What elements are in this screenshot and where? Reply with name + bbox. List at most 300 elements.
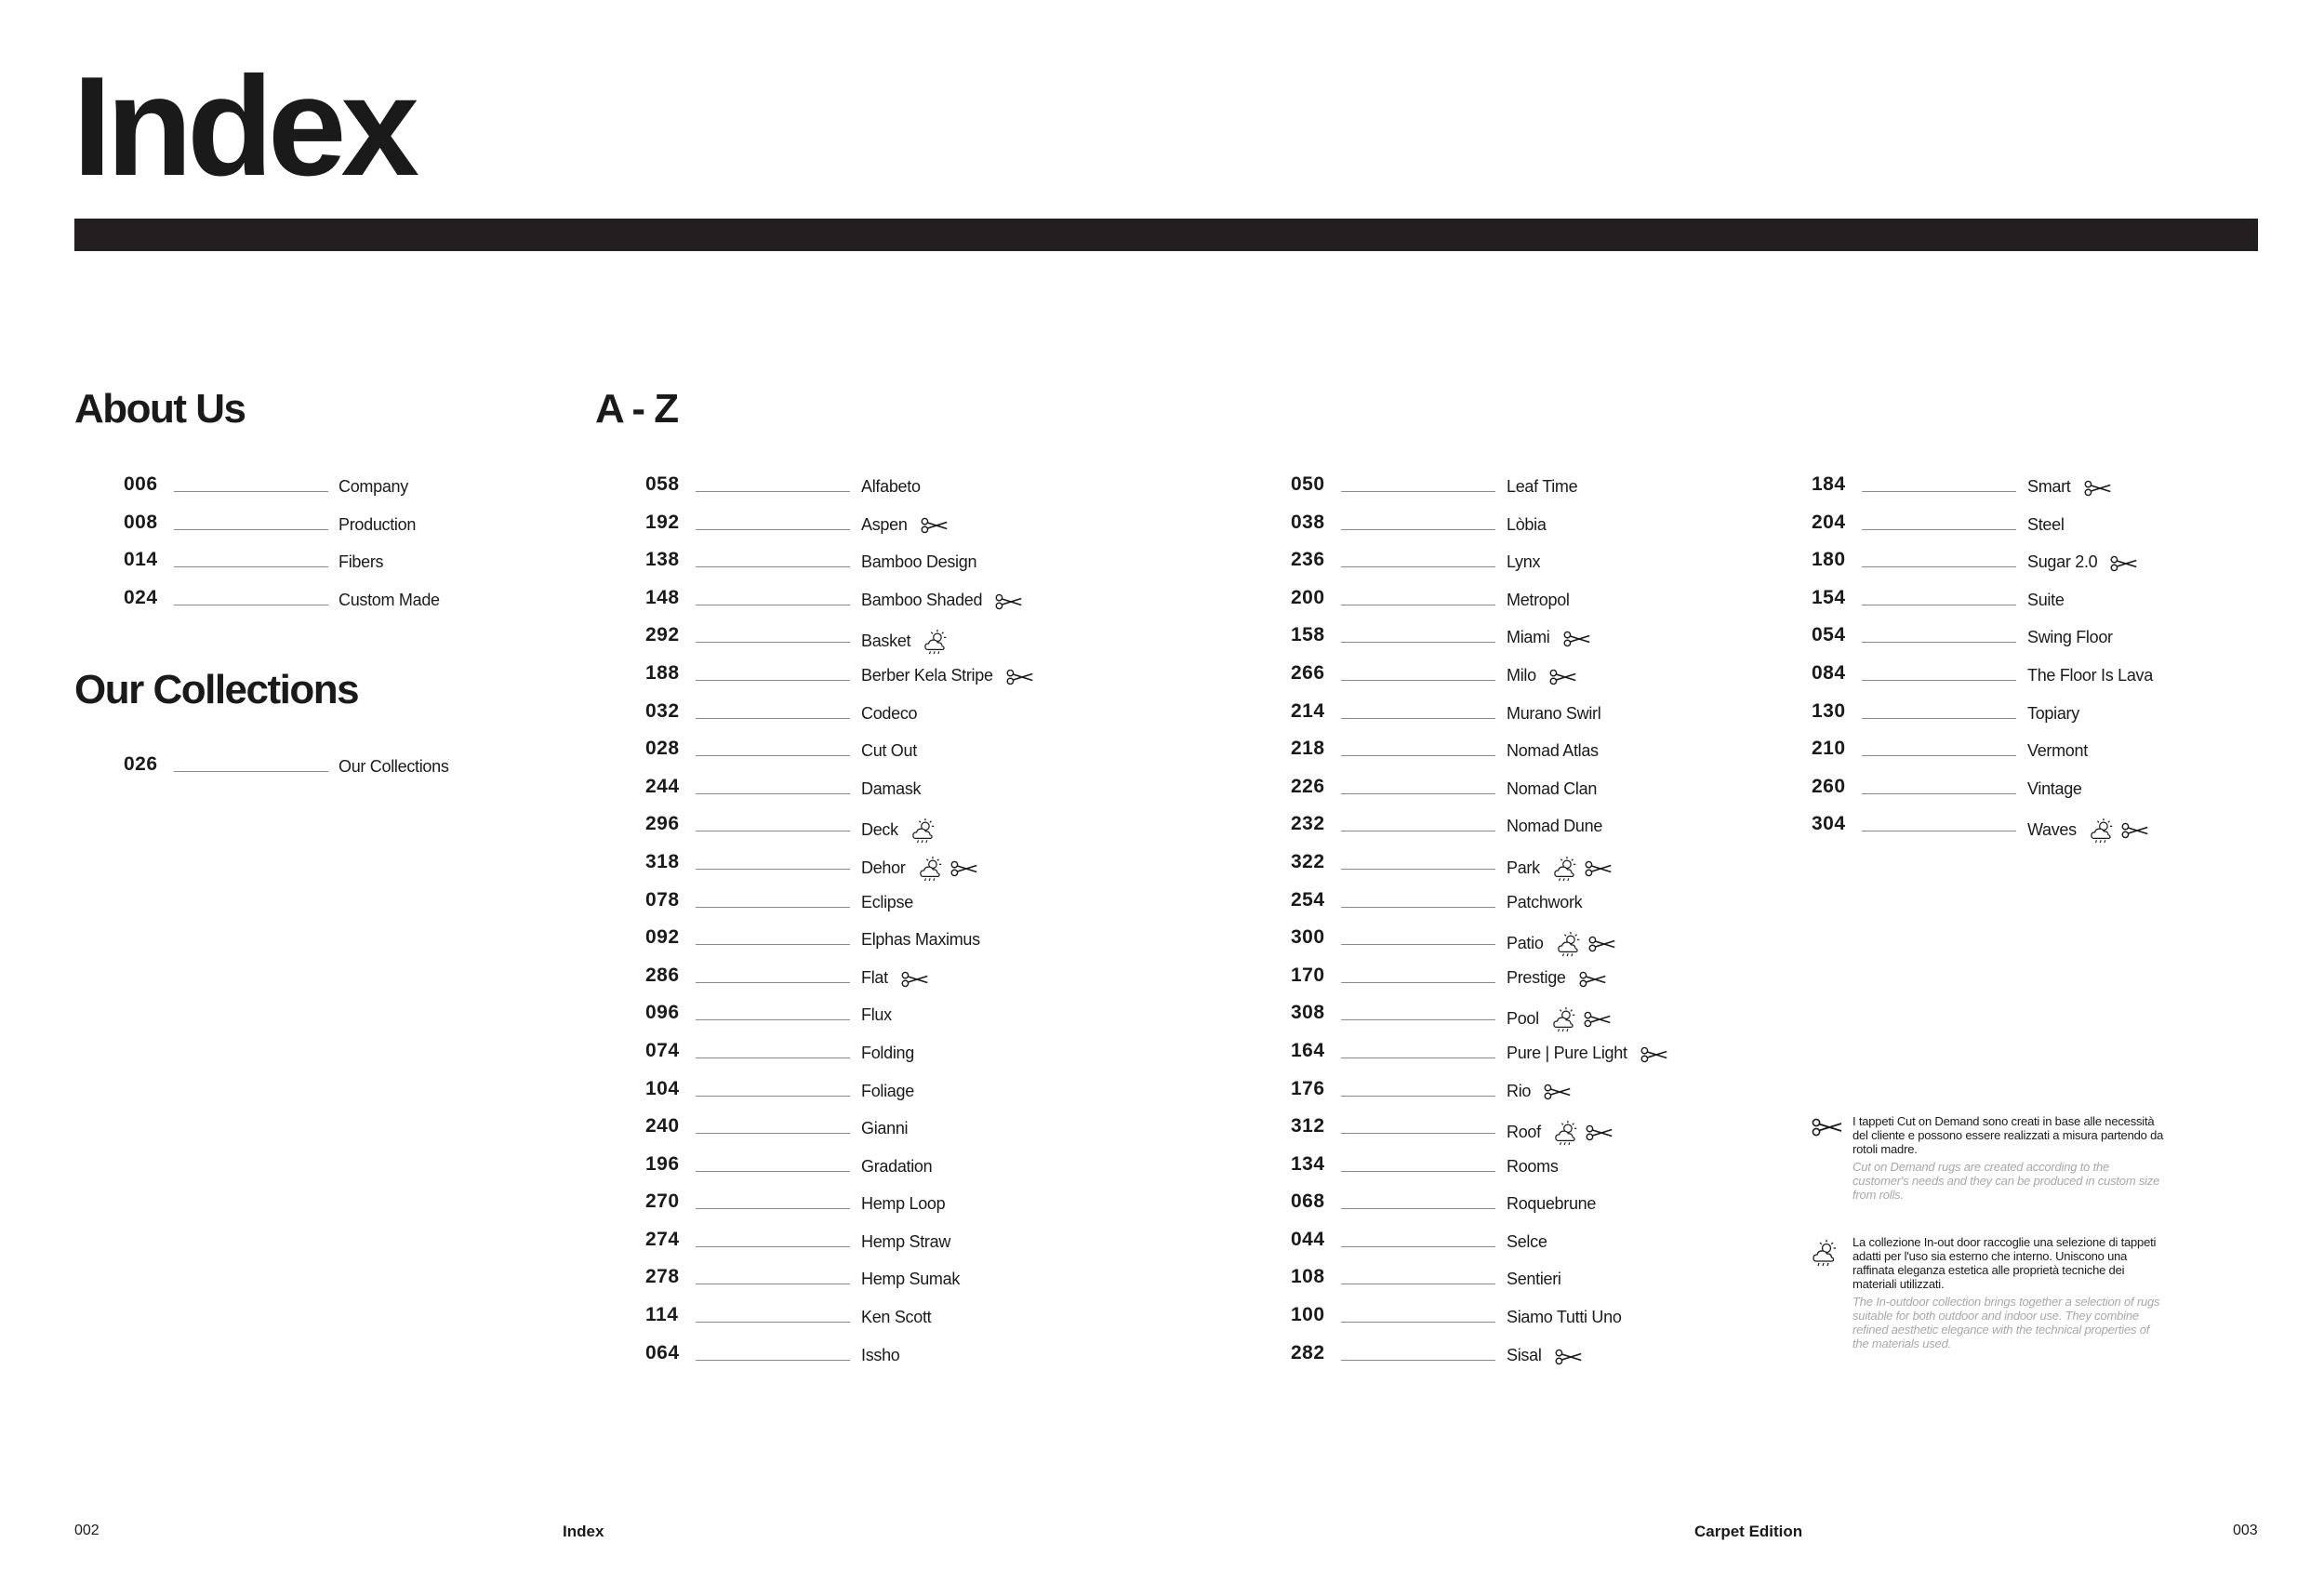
leader-line <box>696 1171 850 1172</box>
entry-title <box>861 1006 892 1023</box>
scissors-icon <box>945 858 978 877</box>
page-number: 134 <box>1291 1152 1325 1175</box>
entry-title <box>861 1347 900 1364</box>
entry-title <box>1507 780 1597 797</box>
page-number: 214 <box>1291 699 1325 722</box>
entry-title <box>861 780 921 797</box>
page-number: 032 <box>645 699 680 722</box>
page-number: 180 <box>1812 549 1846 571</box>
leader-line <box>696 1322 850 1323</box>
entry-title <box>1507 742 1599 759</box>
entry-title-text: Berber Kela Stripe <box>861 665 993 685</box>
page-number: 154 <box>1812 586 1846 608</box>
page-number: 104 <box>645 1077 680 1099</box>
entry-title <box>1507 969 1607 988</box>
leader-line <box>1341 982 1495 983</box>
leader-line <box>1341 755 1495 756</box>
page-number: 218 <box>1291 738 1325 760</box>
entry-title <box>339 758 449 775</box>
scissors-icon <box>2116 820 2149 839</box>
entry-title <box>861 1158 932 1175</box>
leader-line <box>1341 529 1495 530</box>
legend-cut-on-demand <box>1812 1114 2165 1202</box>
page-number: 028 <box>645 738 680 760</box>
entry-title <box>861 705 917 722</box>
entry-title-text: Rooms <box>1507 1156 1559 1176</box>
scissors-icon <box>1001 667 1034 685</box>
page-number: 232 <box>1291 813 1325 835</box>
page-number: 078 <box>645 888 680 911</box>
entry-title <box>2027 705 2079 722</box>
page-number: 108 <box>1291 1266 1325 1288</box>
leader-line <box>696 1019 850 1020</box>
entry-title <box>861 1044 914 1061</box>
entry-title-text: Bamboo Design <box>861 552 977 572</box>
entry-icons <box>2105 554 2138 572</box>
entry-title <box>861 969 929 988</box>
leader-line <box>696 982 850 983</box>
page-number: 014 <box>124 549 158 571</box>
leader-line <box>1862 755 2016 756</box>
leader-line <box>696 642 850 643</box>
entry-title-text: Hemp Straw <box>861 1231 951 1251</box>
entry-title-text: Bamboo Shaded <box>861 590 983 609</box>
page-number: 278 <box>645 1266 680 1288</box>
entry-title-text: Eclipse <box>861 892 913 911</box>
entry-title-text: Steel <box>2027 514 2065 534</box>
entry-title-text: Rio <box>1507 1081 1532 1100</box>
scissors-icon <box>1574 968 1607 987</box>
entry-title-text: Alfabeto <box>861 477 921 496</box>
entry-icons <box>1635 1045 1668 1063</box>
leader-line <box>696 1133 850 1134</box>
leader-line <box>1341 1360 1495 1361</box>
entry-title <box>1507 592 1570 608</box>
leader-line <box>1341 907 1495 908</box>
entry-title-text: Foliage <box>861 1081 914 1100</box>
entry-icons <box>1547 1006 1612 1032</box>
leader-line <box>1341 869 1495 870</box>
leader-line <box>1862 793 2016 794</box>
leader-line <box>1862 491 2016 492</box>
scissors-icon <box>1558 629 1591 647</box>
entry-title-text: Sisal <box>1507 1345 1542 1364</box>
entry-title-text: Aspen <box>861 514 908 534</box>
leader-line <box>1341 1208 1495 1209</box>
entry-title-text: Gradation <box>861 1156 933 1176</box>
entry-icons <box>1547 856 1613 882</box>
page-number: 266 <box>1291 661 1325 684</box>
entry-title <box>1507 553 1540 570</box>
leader-line <box>696 718 850 719</box>
entry-title <box>1507 629 1591 647</box>
entry-title-text: Waves <box>2027 820 2077 840</box>
weather-icon <box>2084 820 2116 839</box>
page-number: 100 <box>1291 1304 1325 1326</box>
page-number: 304 <box>1812 813 1846 835</box>
entry-title <box>861 553 976 570</box>
entry-title-text: Flux <box>861 1005 892 1025</box>
entry-title <box>861 478 921 495</box>
legend-cut-text-en: Cut on Demand rugs are created according to the customer's needs and they can be produced in custom size from rolls. <box>1853 1160 2160 1202</box>
entry-title-text: Hemp Loop <box>861 1194 946 1214</box>
leader-line <box>696 1360 850 1361</box>
entry-title <box>1507 1233 1547 1250</box>
entry-title <box>339 592 440 608</box>
weather-icon <box>1547 858 1579 877</box>
leader-line <box>1341 1133 1495 1134</box>
leader-line <box>696 680 850 681</box>
entry-title <box>2027 780 2082 797</box>
page-number: 260 <box>1812 775 1846 797</box>
entry-title <box>2027 592 2065 608</box>
entry-icons <box>1574 969 1607 987</box>
entry-title <box>861 1233 950 1250</box>
entry-title-text: Production <box>339 514 417 534</box>
weather-icon <box>918 632 950 650</box>
entry-title-text: Gianni <box>861 1119 909 1138</box>
leader-line <box>696 869 850 870</box>
entry-title <box>2027 478 2112 497</box>
entry-title-text: Topiary <box>2027 703 2079 723</box>
page-number: 148 <box>645 586 680 608</box>
entry-title-text: Lòbia <box>1507 514 1547 534</box>
entry-title <box>861 856 978 882</box>
page-number: 270 <box>645 1191 680 1213</box>
page-number: 084 <box>1812 661 1846 684</box>
leader-line <box>696 944 850 945</box>
entry-title <box>861 592 1023 610</box>
entry-title-text: Deck <box>861 820 898 840</box>
page-number: 192 <box>645 511 680 533</box>
entry-title-text: Nomad Clan <box>1507 778 1598 798</box>
entry-icons <box>906 818 937 844</box>
legend-outdoor-text-it: La collezione In-out door raccoglie una selezione di tappeti adatti per l'uso sia esterno che interno. Uniscono una raffinata eleganza estetica alle proprietà tecniche dei materiali utilizzati. <box>1853 1235 2157 1291</box>
leader-line <box>696 793 850 794</box>
entry-title <box>1507 1347 1583 1365</box>
entry-icons <box>1549 1347 1583 1364</box>
entry-title-text: Sentieri <box>1507 1270 1561 1289</box>
entry-title <box>1507 856 1613 882</box>
footer-left-section: Index <box>563 1523 604 1540</box>
page-number: 064 <box>645 1341 680 1364</box>
entry-title-text: Prestige <box>1507 967 1566 987</box>
page-number: 068 <box>1291 1191 1325 1213</box>
leader-line <box>1862 680 2016 681</box>
entry-title <box>861 894 913 911</box>
page-number: 236 <box>1291 549 1325 571</box>
leader-line <box>1862 718 2016 719</box>
entry-title-text: Codeco <box>861 703 918 723</box>
entry-title <box>2027 629 2113 645</box>
leader-line <box>1341 1171 1495 1172</box>
entry-title-text: Roquebrune <box>1507 1194 1597 1214</box>
scissors-icon <box>1583 934 1616 952</box>
entry-title <box>2027 742 2088 759</box>
entry-title-text: Ken Scott <box>861 1308 932 1327</box>
entry-icons <box>2084 818 2149 844</box>
entry-title-text: Basket <box>861 632 911 651</box>
footer-right-section: Carpet Edition <box>1694 1523 1803 1540</box>
entry-title-text: Pool <box>1507 1009 1539 1029</box>
entry-title <box>1507 516 1547 533</box>
page-number: 038 <box>1291 511 1325 533</box>
page-number: 164 <box>1291 1039 1325 1061</box>
page-number: 312 <box>1291 1115 1325 1137</box>
page-number: 274 <box>645 1228 680 1250</box>
entry-icons <box>918 629 950 655</box>
footer-left-page-number: 002 <box>74 1523 100 1538</box>
entry-title <box>2027 553 2138 572</box>
entry-title <box>1507 894 1582 911</box>
page-number: 292 <box>645 624 680 646</box>
weather-icon <box>1548 1123 1580 1141</box>
page-number: 006 <box>124 473 158 495</box>
weather-icon <box>1551 934 1583 952</box>
page-number: 050 <box>1291 473 1325 495</box>
entry-title <box>861 516 949 535</box>
legend-in-outdoor <box>1812 1235 2165 1350</box>
page-number: 074 <box>645 1039 680 1061</box>
entry-icons <box>1558 630 1591 647</box>
page-number: 240 <box>645 1115 680 1137</box>
entry-title <box>1507 1006 1612 1032</box>
entry-title <box>1507 1158 1559 1175</box>
leader-line <box>174 771 328 772</box>
scissors-icon <box>1538 1082 1572 1100</box>
page-number: 244 <box>645 775 680 797</box>
entry-title-text: Vintage <box>2027 778 2082 798</box>
legend-outdoor-text-en: The In-outdoor collection brings together a selection of rugs suitable for both outdoor and indoor use. They combine refined aesthetic elegance with the technical properties of the materials used. <box>1853 1295 2160 1350</box>
leader-line <box>1862 529 2016 530</box>
page-number: 226 <box>1291 775 1325 797</box>
entry-title <box>1507 1083 1572 1101</box>
leader-line <box>1341 680 1495 681</box>
leader-line <box>174 566 328 567</box>
scissors-icon <box>2078 478 2112 497</box>
page-number: 138 <box>645 549 680 571</box>
entry-icons <box>2078 479 2112 497</box>
entry-title-text: Pure | Pure Light <box>1507 1043 1627 1062</box>
leader-line <box>696 491 850 492</box>
leader-line <box>1862 566 2016 567</box>
entry-title <box>861 1083 914 1099</box>
entry-title-text: Swing Floor <box>2027 628 2113 647</box>
entry-title <box>861 1270 960 1287</box>
entry-title-text: Damask <box>861 778 922 798</box>
entry-title-text: Selce <box>1507 1231 1547 1251</box>
entry-icons <box>896 969 929 987</box>
page-number: 170 <box>1291 964 1325 986</box>
entry-title-text: Vermont <box>2027 741 2088 761</box>
leader-line <box>1341 793 1495 794</box>
entry-title-text: Siamo Tutti Uno <box>1507 1308 1622 1327</box>
entry-title <box>1507 667 1577 685</box>
entry-title <box>1507 1120 1614 1146</box>
entry-icons <box>1001 668 1034 685</box>
page-number: 130 <box>1812 699 1846 722</box>
page-title: Index <box>73 47 414 206</box>
entry-title <box>1507 818 1602 834</box>
page-number: 158 <box>1291 624 1325 646</box>
scissors-icon <box>1635 1044 1668 1063</box>
page-number: 282 <box>1291 1341 1325 1364</box>
entry-title-text: Park <box>1507 858 1540 877</box>
entry-title <box>861 629 950 655</box>
page-number: 026 <box>124 753 158 775</box>
entry-title-text: Issho <box>861 1345 900 1364</box>
entry-title-text: Custom Made <box>339 590 440 609</box>
entry-title <box>861 818 937 844</box>
entry-title-text: Hemp Sumak <box>861 1270 961 1289</box>
entry-icons <box>1538 1083 1572 1100</box>
entry-title <box>1507 931 1616 957</box>
entry-title <box>861 1120 908 1137</box>
page-number: 322 <box>1291 850 1325 872</box>
a-z-heading: A - Z <box>595 386 678 432</box>
weather-icon <box>913 858 945 877</box>
page-number: 044 <box>1291 1228 1325 1250</box>
entry-title-text: Roof <box>1507 1122 1541 1141</box>
leader-line <box>696 529 850 530</box>
scissors-icon <box>1549 1346 1583 1364</box>
entry-title-text: Folding <box>861 1043 914 1062</box>
entry-title-text: Miami <box>1507 628 1550 647</box>
legend-cut-text-it: I tappeti Cut on Demand sono creati in base alle necessità del cliente e possono essere realizzati a misura partendo da rotoli madre. <box>1853 1114 2164 1156</box>
leader-line <box>1341 1096 1495 1097</box>
entry-title <box>1507 478 1577 495</box>
entry-title <box>861 1309 931 1325</box>
entry-icons <box>915 516 949 534</box>
page-number: 286 <box>645 964 680 986</box>
entry-title <box>2027 516 2065 533</box>
entry-title-text: Patio <box>1507 933 1544 952</box>
leader-line <box>1341 1322 1495 1323</box>
entry-title <box>1507 1309 1622 1325</box>
entry-title-text: Suite <box>2027 590 2065 609</box>
leader-line <box>1341 642 1495 643</box>
leader-line <box>1862 642 2016 643</box>
entry-icons <box>1548 1120 1614 1146</box>
entry-title-text: Sugar 2.0 <box>2027 552 2098 572</box>
leader-line <box>696 755 850 756</box>
leader-line <box>174 529 328 530</box>
about-us-heading: About Us <box>74 386 246 432</box>
entry-title-text: Smart <box>2027 477 2071 496</box>
entry-title-text: Metropol <box>1507 590 1570 609</box>
page-number: 296 <box>645 813 680 835</box>
entry-title-text: Cut Out <box>861 741 917 761</box>
page-number: 008 <box>124 511 158 533</box>
page-number: 196 <box>645 1152 680 1175</box>
page-number: 308 <box>1291 1002 1325 1024</box>
entry-title-text: Lynx <box>1507 552 1541 572</box>
entry-title <box>2027 818 2149 844</box>
entry-title <box>861 742 917 759</box>
leader-line <box>1341 566 1495 567</box>
leader-line <box>1341 1019 1495 1020</box>
page-number: 176 <box>1291 1077 1325 1099</box>
entry-title <box>861 1195 945 1212</box>
entry-title-text: Elphas Maximus <box>861 930 980 950</box>
entry-title-text: Company <box>339 477 408 496</box>
entry-icons <box>1551 931 1616 957</box>
leader-line <box>174 491 328 492</box>
leader-line <box>1341 944 1495 945</box>
entry-title-text: Milo <box>1507 665 1536 685</box>
leader-line <box>696 1208 850 1209</box>
page-number: 300 <box>1291 926 1325 949</box>
entry-title <box>2027 667 2153 684</box>
page-number: 114 <box>645 1304 679 1326</box>
entry-title-text: The Floor Is Lava <box>2027 665 2153 685</box>
weather-icon <box>1547 1009 1578 1028</box>
entry-title-text: Nomad Atlas <box>1507 741 1599 761</box>
leader-line <box>696 907 850 908</box>
entry-icons <box>913 856 978 882</box>
entry-title-text: Nomad Dune <box>1507 817 1603 836</box>
title-divider-bar <box>74 219 2258 251</box>
entry-title <box>1507 1195 1596 1212</box>
entry-title <box>339 553 383 570</box>
entry-title-text: Flat <box>861 967 888 987</box>
weather-icon <box>1812 1239 1839 1271</box>
leader-line <box>1341 1246 1495 1247</box>
page-number: 204 <box>1812 511 1846 533</box>
scissors-icon <box>1812 1118 1843 1141</box>
scissors-icon <box>1578 1009 1612 1028</box>
entry-title-text: Dehor <box>861 858 906 877</box>
entry-title-text: Leaf Time <box>1507 477 1578 496</box>
entry-icons <box>989 592 1023 609</box>
page-number: 254 <box>1291 888 1325 911</box>
entry-title <box>339 478 408 495</box>
our-collections-heading: Our Collections <box>74 667 359 712</box>
page-number: 024 <box>124 586 158 608</box>
page-number: 058 <box>645 473 680 495</box>
scissors-icon <box>2105 553 2138 572</box>
footer-right-page-number: 003 <box>2233 1523 2258 1538</box>
scissors-icon <box>1544 667 1577 685</box>
scissors-icon <box>989 591 1023 609</box>
scissors-icon <box>1579 858 1613 877</box>
entry-title <box>1507 1270 1561 1287</box>
leader-line <box>696 566 850 567</box>
entry-title-text: Murano Swirl <box>1507 703 1601 723</box>
entry-title <box>1507 705 1600 722</box>
scissors-icon <box>896 968 929 987</box>
page-number: 184 <box>1812 473 1846 495</box>
page-number: 188 <box>645 661 680 684</box>
page-number: 318 <box>645 850 680 872</box>
leader-line <box>1341 718 1495 719</box>
entry-title-text: Fibers <box>339 552 384 572</box>
entry-title-text: Patchwork <box>1507 892 1583 911</box>
entry-title <box>1507 1044 1668 1063</box>
page-number: 096 <box>645 1002 680 1024</box>
entry-icons <box>1544 668 1577 685</box>
leader-line <box>696 1246 850 1247</box>
page-number: 200 <box>1291 586 1325 608</box>
page-number: 210 <box>1812 738 1846 760</box>
leader-line <box>1341 491 1495 492</box>
leader-line <box>696 1096 850 1097</box>
scissors-icon <box>1580 1123 1614 1141</box>
entry-title <box>339 516 416 533</box>
scissors-icon <box>915 515 949 534</box>
page-number: 092 <box>645 926 680 949</box>
entry-title-text: Our Collections <box>339 757 449 776</box>
